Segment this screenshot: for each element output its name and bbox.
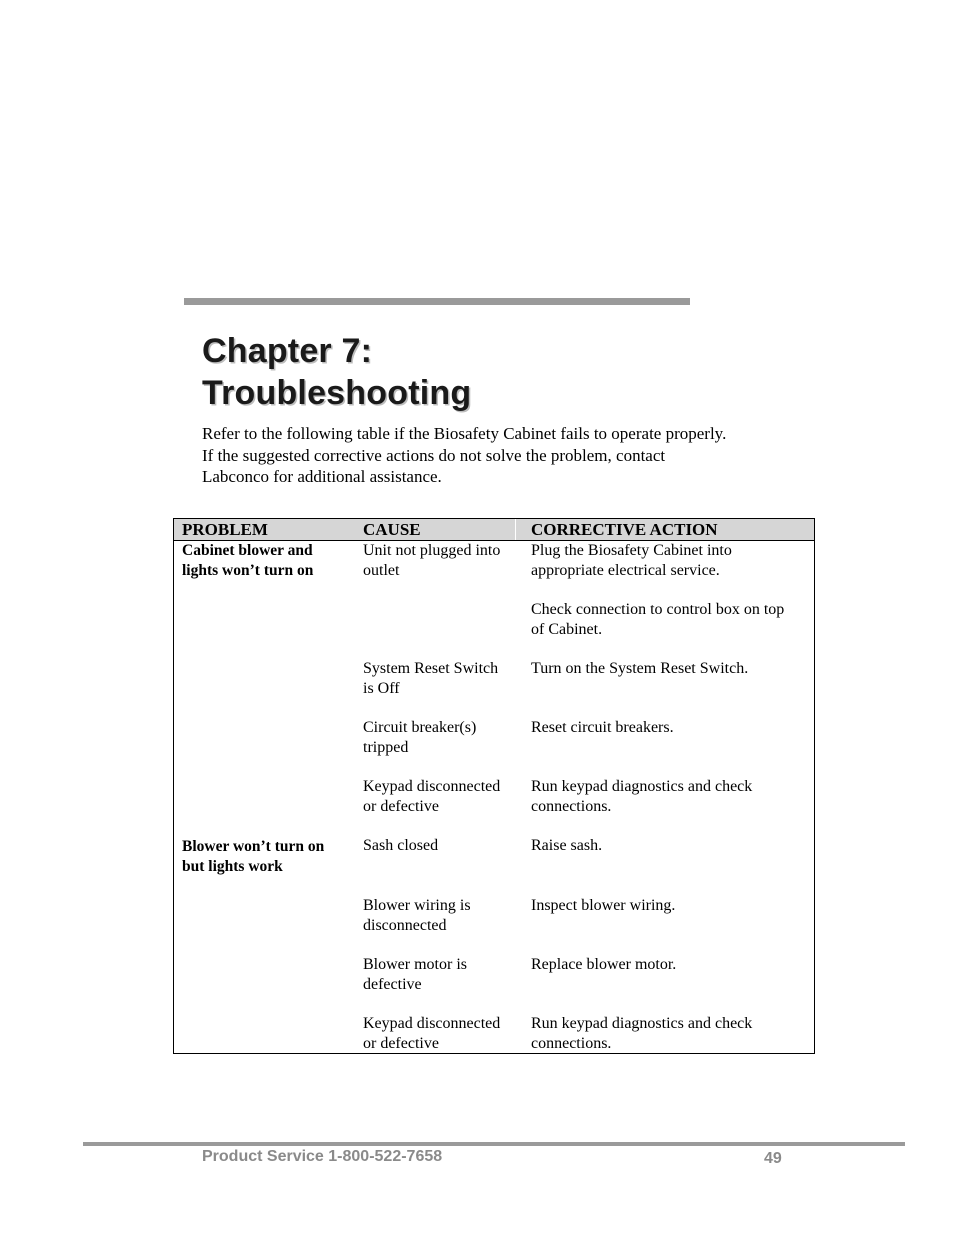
action-line: Raise sash.: [531, 837, 603, 854]
action-line: Replace blower motor.: [531, 956, 677, 973]
cause-line: disconnected: [363, 917, 447, 934]
troubleshooting-table: [173, 518, 815, 1054]
action-line: Plug the Biosafety Cabinet into: [531, 542, 732, 559]
cause-line: tripped: [363, 739, 409, 756]
action-cell: [531, 777, 752, 817]
action-cell: [531, 541, 732, 581]
intro-line: Refer to the following table if the Biosafety Cabinet fails to operate properly.: [202, 424, 727, 443]
header-divider: [515, 519, 516, 540]
chapter-top-rule: [184, 298, 690, 305]
action-line: Run keypad diagnostics and check: [531, 778, 753, 795]
cause-cell: [363, 541, 500, 581]
problem-cell: [182, 837, 324, 877]
cause-cell: [363, 955, 467, 995]
cause-line: or defective: [363, 798, 439, 815]
cause-line: System Reset Switch: [363, 660, 499, 677]
action-line: Turn on the System Reset Switch.: [531, 660, 749, 677]
header-cause: CAUSE: [363, 520, 421, 539]
cause-line: Blower wiring is: [363, 897, 471, 914]
action-cell: [531, 718, 674, 738]
header-corrective-action: CORRECTIVE ACTION: [531, 520, 718, 539]
footer-product-service: Product Service 1-800-522-7658: [202, 1148, 443, 1165]
cause-line: is Off: [363, 680, 400, 697]
problem-cell: [182, 541, 313, 581]
cause-line: defective: [363, 976, 422, 993]
table-header-row: [174, 519, 814, 541]
chapter-title-line2: Troubleshooting: [202, 374, 472, 412]
cause-cell: [363, 659, 498, 699]
cause-line: or defective: [363, 1035, 439, 1052]
problem-line: but lights work: [182, 858, 283, 875]
problem-line: Blower won’t turn on: [182, 838, 325, 855]
action-line: Run keypad diagnostics and check: [531, 1015, 753, 1032]
cause-line: Blower motor is: [363, 956, 467, 973]
page-number: 49: [764, 1150, 782, 1167]
action-cell: [531, 955, 676, 975]
action-cell: [531, 659, 748, 679]
action-line: of Cabinet.: [531, 621, 603, 638]
cause-line: Circuit breaker(s): [363, 719, 477, 736]
action-cell: [531, 600, 784, 640]
action-line: Check connection to control box on top: [531, 601, 785, 618]
cause-cell: [363, 896, 471, 936]
cause-line: Unit not plugged into: [363, 542, 501, 559]
cause-line: Keypad disconnected: [363, 778, 501, 795]
intro-line: Labconco for additional assistance.: [202, 467, 442, 486]
chapter-title: [202, 330, 471, 414]
action-line: Inspect blower wiring.: [531, 897, 676, 914]
header-problem: PROBLEM: [182, 520, 268, 539]
action-cell: [531, 836, 602, 856]
cause-cell: [363, 1014, 500, 1054]
cause-cell: [363, 718, 476, 758]
intro-paragraph: [202, 423, 802, 488]
action-cell: [531, 896, 675, 916]
problem-line: lights won’t turn on: [182, 562, 314, 579]
action-cell: [531, 1014, 752, 1054]
cause-line: Keypad disconnected: [363, 1015, 501, 1032]
problem-line: Cabinet blower and: [182, 542, 313, 559]
action-line: connections.: [531, 798, 612, 815]
intro-line: If the suggested corrective actions do not solve the problem, contact: [202, 445, 666, 465]
cause-cell: [363, 777, 500, 817]
footer-rule: [83, 1142, 905, 1146]
chapter-title-line1: Chapter 7:: [202, 332, 373, 370]
action-line: Reset circuit breakers.: [531, 719, 674, 736]
action-line: connections.: [531, 1035, 612, 1052]
action-line: appropriate electrical service.: [531, 562, 720, 579]
cause-cell: [363, 836, 438, 856]
cause-line: Sash closed: [363, 837, 439, 854]
cause-line: outlet: [363, 562, 400, 579]
